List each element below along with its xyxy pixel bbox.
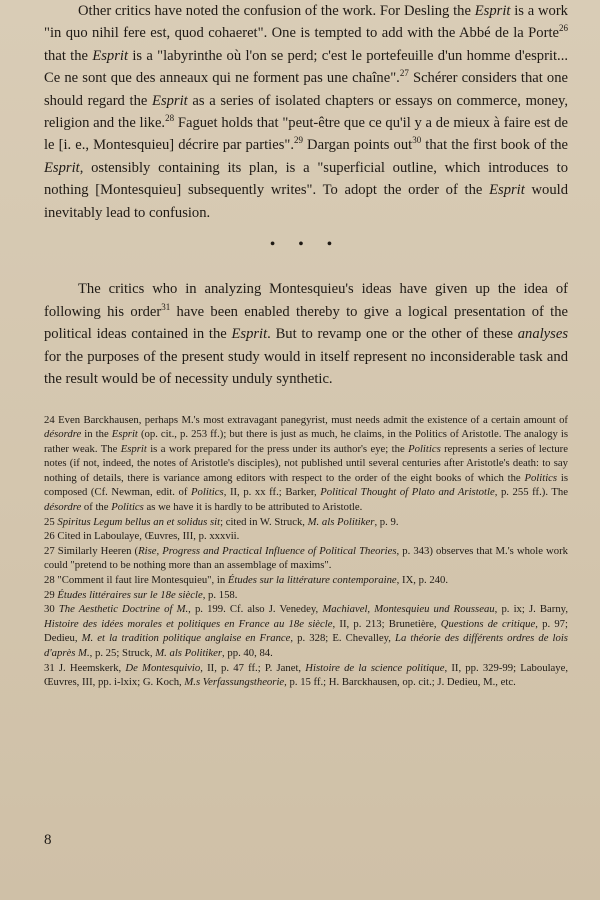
footnote-ref-30: 30 [412, 135, 422, 146]
footnote-ref-28: 28 [165, 113, 175, 124]
footnote-ref-26: 26 [559, 23, 568, 34]
main-text [44, 0, 568, 391]
footnote-ref-29: 29 [293, 135, 303, 146]
paragraph-2: The critics who in analyzing Montesquieu's ideas have given up the idea of following his order$^{31}$ have been enabled thereby to give a logical presentation of the political ideas contained in the Esprit. But to revamp one or the other of these analyses for the purposes of the present study would in itself represent no inconsiderable task and the result would be of necessity unduly synthetic. [44, 281, 569, 388]
footnote-ref-27: 27 [399, 68, 409, 79]
footnote-ref-31: 31 [161, 301, 171, 312]
footnote-25: 25 Spiritus Legum bellus an et solidus sit; cited in W. Struck, M. als Politiker, p. 9. [44, 515, 399, 528]
section-separator: • • • [270, 237, 342, 253]
footnote-31: 31 J. Heemskerk, De Montesquivio, II, p. 47 ff.; P. Janet, Histoire de la science politique, II, pp. 329-99; Laboulaye, Œuvres, III, pp. i-lxix; G. Koch, M.s Verfassungstheorie, p. 15 ff.; H. Barckhausen, op. cit.; J. Dedieu, M., etc. [44, 661, 569, 689]
footnotes [44, 413, 568, 690]
footnote-26: 26 Cited in Laboulaye, Œuvres, III, p. xxxvii. [44, 530, 240, 543]
footnote-24: 24 Even Barckhausen, perhaps M.'s most extravagant panegyrist, must needs admit the existence of a certain amount of désordre in the Esprit (op. cit., p. 253 ff.); but there is just as much, he claims, in the Politics of Aristotle. The analogy is rather weak. The Esprit is a work prepared for the press under its author's eye; the Politics represents a series of lecture notes (if not, indeed, the notes of Aristotle's disciples), not published until several centuries after Aristotle's death: to say nothing of details, there is variance among editors with respect to the order of the eight books of which the Politics is composed (Cf. Newman, edit. of Politics, II, p. xx ff.; Barker, Political Thought of Plato and Aristotle, p. 255 ff.). The désordre of the Politics as we have it is hardly to be attributed to Aristotle. [44, 413, 568, 514]
footnote-30: 30 The Aesthetic Doctrine of M., p. 199. Cf. also J. Venedey, Machiavel, Montesquieu und Rousseau, p. ix; J. Barny, Histoire des idées morales et politiques en France au 18e siècle, II, p. 213; Brunetière, Questions de critique, p. 97; Dedieu, M. et la tradition politique anglaise en France, p. 328; E. Chevalley, La théorie des différents ordres de lois d'après M., p. 25; Struck, M. als Politiker, pp. 40, 84. [44, 603, 569, 659]
page-number: 8 [44, 832, 52, 848]
footnote-29: 29 Études littéraires sur le 18e siècle, p. 158. [44, 588, 238, 601]
footnote-28: 28 "Comment il faut lire Montesquieu", in Études sur la littérature contemporaine, IX, p. 240. [44, 574, 449, 587]
paragraph-1: Other critics have noted the confusion of the work. For Desling the Esprit is a work "in quo nihil fere est, quod cohaeret". One is tempted to add with the Abbé de la Porte$^{26}$ that the Esprit is a "labyrinthe où l'on se perd; c'est le portefeuille d'un homme d'esprit... Ce ne sont que des anneaux qui ne forment pas une chaîne".$^{27}$ Schérer considers that one should regard the Esprit as a series of isolated chapters or essays on commerce, money, religion and the like.$^{28}$ Faguet holds that "peut-être que ce qu'il y a de mieux à faire est de le [i. e., Montesquieu] décrire par parties".$^{29}$ Dargan points out$^{30}$ that the first book of the Esprit, ostensibly containing its plan, is a "superficial outline, which introduces to nothing [Montesquieu] subsequently writes". To adopt the order of the Esprit would inevitably lead to confusion. [44, 3, 569, 221]
footnote-27: 27 Similarly Heeren (Rise, Progress and Practical Influence of Political Theories, p. 343) observes that M.'s whole work could "pretend to be nothing more than an assemblage of maxims". [44, 544, 568, 572]
